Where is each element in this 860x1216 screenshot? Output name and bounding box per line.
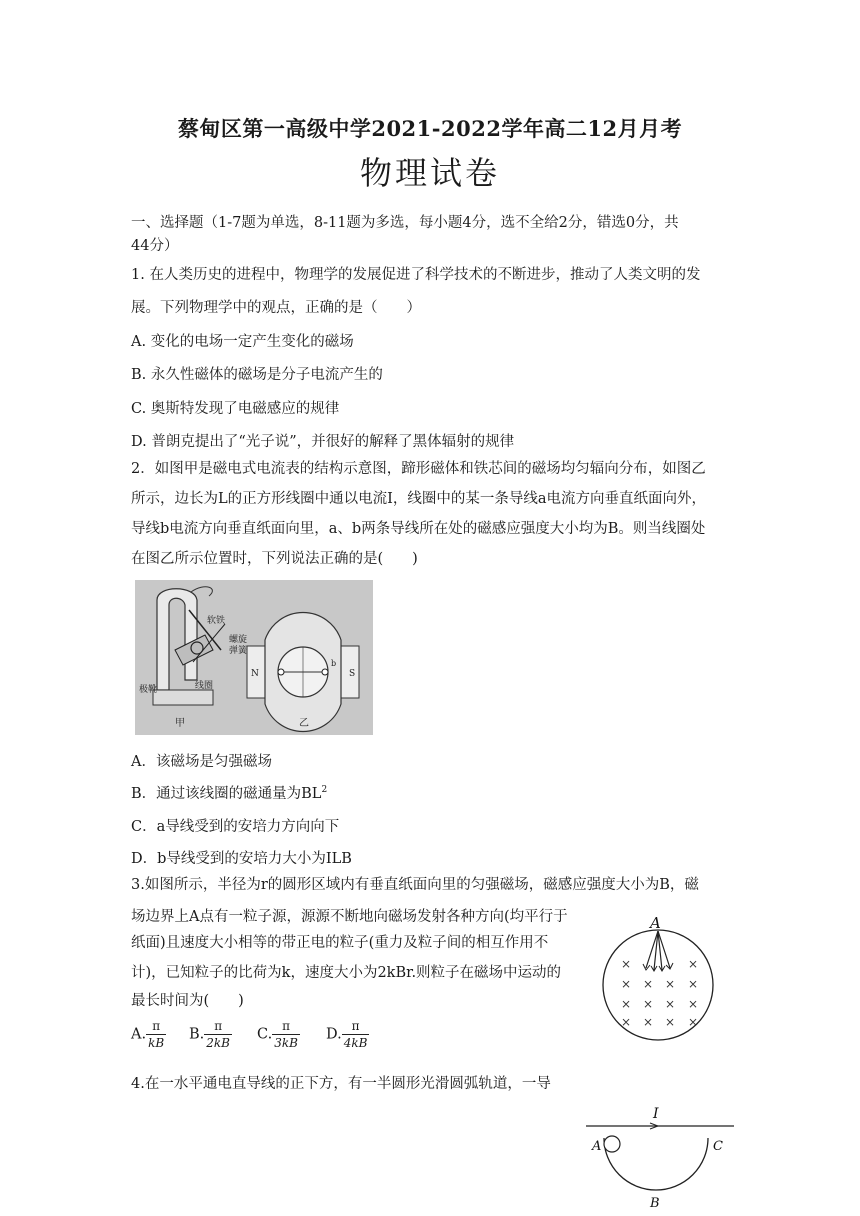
fraction-denominator: 3kB (274, 1036, 298, 1050)
q2-option-b (131, 782, 327, 803)
field-mark: × (621, 997, 632, 1011)
q2-option-b-text: B．通过该线圈的磁通量为BL (131, 786, 322, 802)
q3-option-a-fraction (146, 1018, 166, 1051)
q3-option-c (257, 1018, 300, 1051)
field-mark: × (688, 957, 699, 971)
q2-option-c: C．a导线受到的安培力方向向下 (131, 819, 340, 835)
q2-stem-line4: 在图乙所示位置时，下列说法正确的是( ) (131, 551, 418, 567)
field-mark: × (643, 977, 654, 991)
fraction-denominator: 4kB (343, 1036, 368, 1050)
fraction-numerator: π (272, 1018, 300, 1035)
label-point-a: A (650, 914, 661, 932)
school-title: 蔡甸区第一高级中学2021-2022学年高二12月月考 (177, 116, 683, 141)
field-mark: × (665, 997, 676, 1011)
q2-option-b-superscript: 2 (321, 785, 328, 796)
q3-option-a-label: A. (131, 1026, 147, 1043)
field-mark: × (621, 977, 632, 991)
field-mark: × (665, 977, 676, 991)
label-spring-bottom: 弹簧 (229, 646, 248, 656)
q3-option-c-label: C. (257, 1026, 273, 1043)
label-point-a: A (592, 1139, 602, 1154)
field-mark: × (688, 997, 699, 1011)
field-mark: × (688, 977, 699, 991)
label-spring-top: 螺旋 (229, 635, 248, 645)
q3-stem-line2: 场边界上A点有一粒子源，源源不断地向磁场发射各种方向(均平行于 (131, 909, 568, 925)
label-north-pole: N (251, 669, 259, 679)
q1-option-b: B. 永久性磁体的磁场是分子电流产生的 (131, 367, 383, 383)
q3-stem-line3: 纸面)且速度大小相等的带正电的粒子(重力及粒子间的相互作用不 (131, 935, 549, 951)
field-mark: × (688, 1015, 699, 1029)
q3-option-b-fraction (204, 1018, 232, 1051)
q3-stem-line1: 3.如图所示，半径为r的圆形区域内有垂直纸面向里的匀强磁场，磁感应强度大小为B，磁 (131, 877, 699, 893)
fraction-numerator: π (204, 1018, 232, 1035)
circular-field-figure (600, 912, 720, 1046)
q2-stem-line1: 2．如图甲是磁电式电流表的结构示意图，蹄形磁体和铁芯间的磁场均匀辐向分布，如图乙 (131, 461, 706, 477)
q3-option-a (131, 1018, 166, 1051)
q2-stem-line3: 导线b电流方向垂直纸面向里，a、b两条导线所在处的磁感应强度大小均为B。则当线圈处 (131, 521, 706, 537)
field-mark: × (643, 1015, 654, 1029)
q1-stem-line1: 1. 在人类历史的进程中，物理学的发展促进了科学技术的不断进步，推动了人类文明的发 (131, 267, 701, 283)
q1-option-a: A. 变化的电场一定产生变化的磁场 (131, 334, 354, 350)
q3-option-c-fraction (272, 1018, 300, 1051)
fraction-numerator: π (146, 1018, 166, 1035)
fraction-denominator: kB (148, 1036, 165, 1050)
field-mark: × (621, 1015, 632, 1029)
q2-stem-line2: 所示，边长为L的正方形线圈中通以电流I，线圈中的某一条导线a电流方向垂直纸面向外， (131, 491, 706, 507)
q3-option-b (189, 1018, 232, 1051)
section-intro-line1: 一、选择题（1-7题为单选，8-11题为多选，每小题4分，选不全给2分，错选0分，共 (131, 215, 679, 231)
q2-option-a: A．该磁场是匀强磁场 (131, 754, 272, 770)
label-soft-iron: 软铁 (207, 616, 226, 626)
fraction-denominator: 2kB (206, 1036, 230, 1050)
q1-option-d: D. 普朗克提出了“光子说”，并很好的解释了黑体辐射的规律 (131, 434, 515, 450)
label-south-pole: S (349, 669, 356, 679)
field-mark: × (643, 997, 654, 1011)
field-mark: × (665, 1015, 676, 1029)
subject-title: 物理试卷 (359, 154, 500, 192)
section-intro-line2: 44分） (131, 238, 179, 254)
q3-option-d-label: D. (326, 1026, 342, 1043)
q3-stem-line4: 计)，已知粒子的比荷为k，速度大小为2kBr.则粒子在磁场中运动的 (131, 965, 562, 981)
label-point-c: C (713, 1139, 723, 1154)
q3-option-b-label: B. (189, 1026, 205, 1043)
caption-right-figure: 乙 (299, 718, 309, 729)
label-coil: 线圈 (195, 681, 214, 691)
label-wire-b: b (331, 659, 337, 668)
q1-stem-line2: 展。下列物理学中的观点，正确的是（ ） (131, 300, 421, 316)
q3-option-d (326, 1018, 369, 1051)
q1-option-c: C. 奥斯特发现了电磁感应的规律 (131, 401, 340, 417)
galvanometer-figure (135, 580, 373, 735)
q3-option-d-fraction (342, 1018, 370, 1051)
fraction-numerator: π (342, 1018, 370, 1035)
field-mark: × (621, 957, 632, 971)
label-current: I (653, 1106, 659, 1122)
arc-track-figure (586, 1104, 736, 1212)
q3-stem-line5: 最长时间为( ) (131, 993, 244, 1009)
caption-left-figure: 甲 (175, 718, 185, 729)
label-point-b: B (650, 1196, 660, 1211)
q2-option-d: D．b导线受到的安培力大小为ILB (131, 851, 352, 867)
label-pole-shoe: 极靴 (139, 685, 158, 695)
q4-stem-line1: 4.在一水平通电直导线的正下方，有一半圆形光滑圆弧轨道，一导 (131, 1076, 551, 1092)
